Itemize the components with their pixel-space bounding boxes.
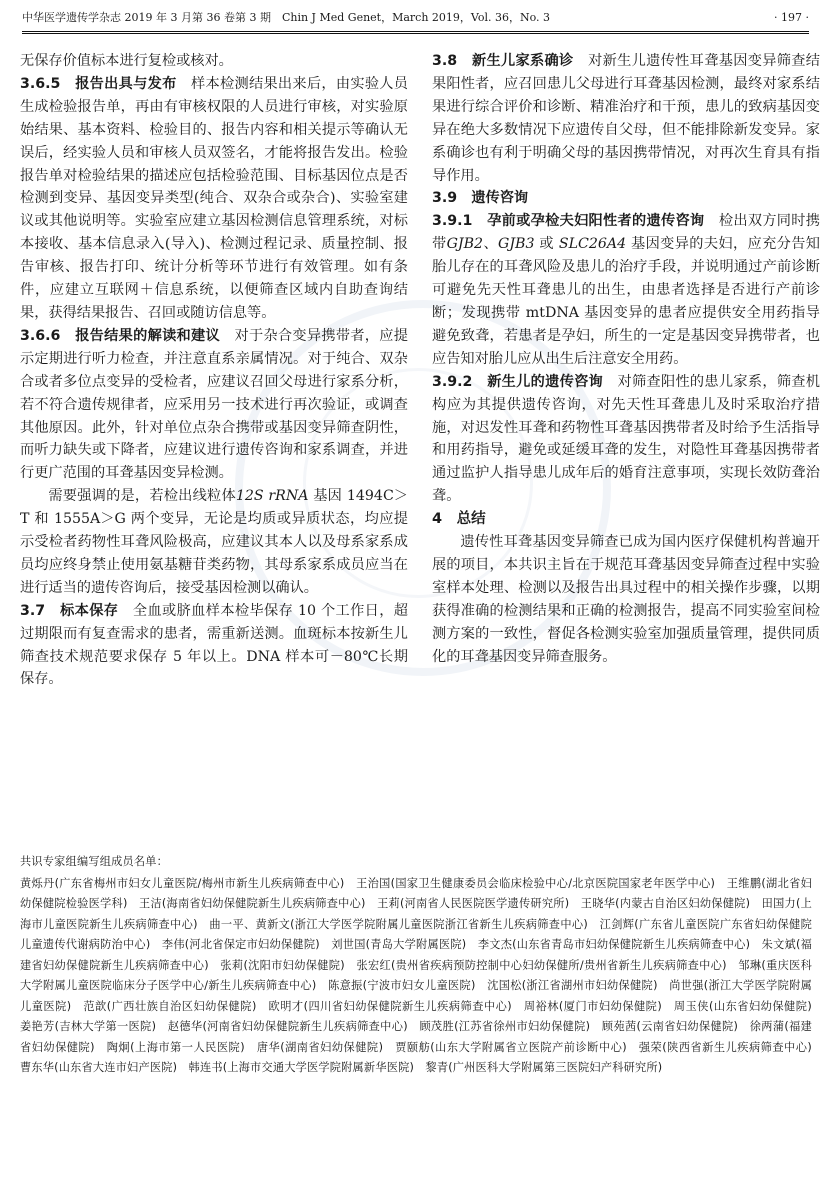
- gene-name: GJB2: [446, 236, 484, 253]
- right-column: [432, 50, 820, 668]
- body-text: 需要强调的是，若检出线粒体: [48, 488, 236, 505]
- page-number: · 197 ·: [774, 11, 809, 24]
- section-3-9-1: [432, 210, 820, 370]
- section-body: 全血或脐血样本检毕保存 10 个工作日，超过期限而有复查需求的患者，需重新送测。血斑标本按新生儿筛查技术规范要求保存 5 年以上。DNA 样本可－80℃长期保存。: [20, 602, 408, 688]
- section-body: 样本检测结果出来后，由实验人员生成检验报告单，再由有审核权限的人员进行审核，对实验原始结果、基本资料、检验目的、报告内容和相关提示等确认无误后，经实验人员和审核人员双签名，才能将报告发出。检验报告单对检验结果的描述应包括检验范围、目标基因位点是否检测到变异、基因变异类型(纯合、双杂合或杂合)、实验室建议或其他说明等。实验室应建立基因检测信息管理系统，对标本接收、基本信息录入(导入)、检测过程记录、质量控制、报告审核、报告打印、统计分析等环节进行有效管理。如有条件，应建立互联网＋信息系统，以便筛查区域内自助查询结果，获得结果报告、召回或随访信息等。: [20, 75, 408, 321]
- section-title: 报告出具与发布: [75, 75, 177, 92]
- section-number: 3.6.5: [20, 75, 61, 92]
- conjunction: 或: [534, 236, 554, 253]
- expert-names: 黄烁丹(广东省梅州市妇女儿童医院/梅州市新生儿疾病筛查中心) 王治国(国家卫生健康委员会临床检验中心/北京医院国家老年医学中心) 王维鹏(湖北省妇幼保健院检验医学科) 王洁(海南省妇幼保健院新生儿疾病筛查中心) 王莉(河南省人民医院医学遗传研究所) 王晓华(内蒙古自治区妇幼保健院) 田国力(上海市儿童医院新生儿疾病筛查中心) 曲一平、黄新文(浙江大学医学院附属儿童医院浙江省新生儿疾病筛查中心) 江剑辉(广东省儿童医院广东省妇幼保健院儿童遗传代谢病防治中心) 李伟(河北省保定市妇幼保健院) 刘世国(青岛大学附属医院) 李文杰(山东省青岛市妇幼保健院新生儿疾病筛查中心) 朱文斌(福建省妇幼保健院新生儿疾病筛查中心) 张莉(沈阳市妇幼保健院) 张宏红(贵州省疾病预防控制中心妇幼保健所/贵州省新生儿疾病筛查中心) 邹琳(重庆医科大学附属儿童医院临床分子医学中心/新生儿疾病筛查中心) 陈意振(宁波市妇女儿童医院) 沈国松(浙江省湖州市妇幼保健院) 尚世强(浙江大学医学院附属儿童医院) 范歆(广西壮族自治区妇幼保健院) 欧明才(四川省妇幼保健院新生儿疾病筛查中心) 周裕林(厦门市妇幼保健院) 周玉侠(山东省妇幼保健院) 姜艳芳(吉林大学第一医院) 赵德华(河南省妇幼保健院新生儿疾病筛查中心) 顾茂胜(江苏省徐州市妇幼保健院) 顾苑茜(云南省妇幼保健院) 徐两蒲(福建省妇幼保健院) 陶炯(上海市第一人民医院) 唐华(湖南省妇幼保健院) 贾颐舫(山东大学附属省立医院产前诊断中心) 强荣(陕西省新生儿疾病筛查中心) 曹东华(山东省大连市妇产医院) 韩连书(上海市交通大学医学院附属新华医院) 黎青(广州医科大学附属第三医院妇产科研究所): [20, 876, 824, 1074]
- header-rule: [22, 31, 809, 32]
- section-body: 对新生儿遗传性耳聋基因变异筛查结果阳性者，应召回患儿父母进行耳聋基因检测，最终对家系结果进行综合评价和诊断、精准治疗和干预，患儿的致病基因变异在绝大多数情况下应遗传自父母，但不能排除新发变异。家系确诊也有利于明确父母的基因携带情况，对再次生育具有指导作用。: [432, 53, 820, 184]
- section-body: 检出双方同时携带: [432, 213, 820, 253]
- gene-name: SLC26A4: [558, 236, 627, 253]
- expert-panel-list: [20, 852, 824, 1079]
- running-header: [22, 8, 809, 28]
- mitochondrial-paragraph: [20, 485, 408, 600]
- separator: 、: [483, 236, 499, 253]
- section-number: 3.6.6: [20, 327, 61, 344]
- conclusion-paragraph: 遗传性耳聋基因变异筛查已成为国内医疗保健机构普遍开展的项目，本共识主旨在于规范耳聋基因变异筛查过程中实验室样本处理、检测以及报告出具过程中的相关操作步骤，以期获得准确的检测结果和正确的检测报告，提高不同实验室间检测方案的一致性，督促各检测实验室加强质量管理，提供同质化的耳聋基因变异筛查服务。: [432, 534, 820, 665]
- section-title: 报告结果的解读和建议: [75, 327, 220, 344]
- section-number: 3.9.2: [432, 373, 473, 390]
- section-3-7: [20, 600, 408, 692]
- header-rule-secondary: [22, 33, 809, 34]
- gene-name: 12S rRNA: [235, 488, 309, 505]
- section-number: 3.8: [432, 53, 458, 69]
- section-title: 新生儿的遗传咨询: [487, 373, 604, 390]
- section-number: 3.7: [20, 602, 46, 619]
- section-3-9: [432, 187, 820, 210]
- section-title: 孕前或孕检夫妇阳性者的遗传咨询: [487, 213, 705, 230]
- paragraph-continuation: 无保存价值标本进行复检或核对。: [20, 53, 233, 69]
- section-body: 基因变异的夫妇，应充分告知胎儿存在的耳聋风险及患儿的治疗手段，并说明通过产前诊断可避免先天性耳聋患儿的出生，由患者选择是否进行产前诊断；发现携带 mtDNA 基因变异的患者应提供安全用药指导避免致聋，若患者是孕妇，所生的一定是基因变异携带者，也应告知对胎儿应从出生后注意安全用药。: [432, 236, 820, 367]
- section-number: 4: [432, 511, 443, 528]
- section-title: 总结: [456, 511, 486, 528]
- section-title: 新生儿家系确诊: [471, 53, 574, 69]
- section-title: 标本保存: [60, 602, 119, 619]
- section-title: 遗传咨询: [471, 190, 529, 207]
- journal-citation: 中华医学遗传学杂志 2019 年 3 月第 36 卷第 3 期 Chin J Med Genet，March 2019，Vol. 36，No. 3: [22, 11, 551, 24]
- section-body: 对筛查阳性的患儿家系，筛查机构应为其提供遗传咨询，对先天性耳聋患儿及时采取治疗措施，对迟发性耳聋和药物性耳聋基因携带者及时给予生活指导和用药指导，避免或延缓耳聋的发生，对隐性耳聋基因携带者通过监护人指导患儿成年后的婚育注意事项，实现长效防聋治聋。: [432, 373, 820, 505]
- section-3-6-5: [20, 73, 408, 325]
- section-number: 3.9.1: [432, 213, 473, 230]
- section-body: 对于杂合变异携带者，应提示定期进行听力检查，并注意直系亲属情况。对于纯合、双杂合或者多位点变异的受检者，应建议召回父母进行家系分析，若不符合遗传规律者，应采用另一技术进行再次验证，或调查其他原因。此外，针对单位点杂合携带或基因变异筛查阴性，而听力缺失或下降者，应建议进行遗传咨询和家系调查，并进行更广范围的耳聋基因变异检测。: [20, 327, 408, 482]
- body-text: 基因 1494C＞T 和 1555A＞G 两个变异，无论是均质或异质状态，均应提示受检者药物性耳聋风险极高，应建议其本人以及母系家系成员均应终身禁止使用氨基糖苷类药物，其母系家系成员应当在进行适当的遗传咨询后，接受基因检测以确认。: [20, 488, 408, 596]
- section-3-9-2: [432, 371, 820, 508]
- expert-panel-label: 共识专家组编写组成员名单：: [20, 855, 169, 868]
- gene-name: GJB3: [498, 236, 535, 253]
- section-4-heading: [432, 508, 820, 531]
- section-number: 3.9: [432, 190, 458, 207]
- section-3-8: [432, 50, 820, 187]
- left-column: [20, 50, 408, 691]
- section-3-6-6: [20, 325, 408, 485]
